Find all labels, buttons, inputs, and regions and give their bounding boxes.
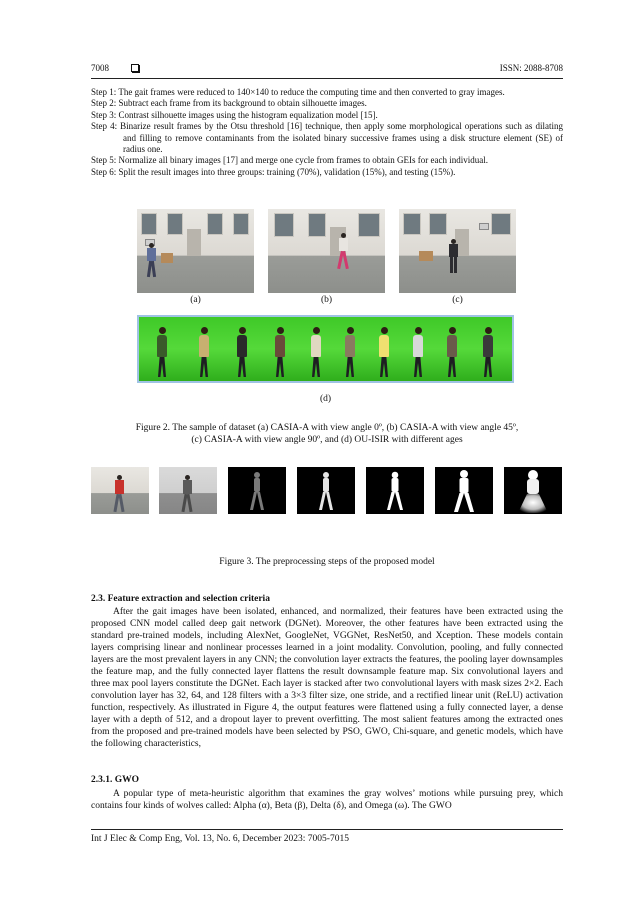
- page-header: [91, 63, 563, 75]
- figure3-caption: Figure 3. The preprocessing steps of the proposed model: [219, 557, 435, 567]
- step-5: Step 5: Normalize all binary images [17] and merge one cycle from frames to obtain GEIs for each individual.: [91, 155, 488, 166]
- figure3-step-gei: [504, 467, 562, 514]
- steps-list: [91, 87, 563, 178]
- figure2-photo-d: [137, 315, 514, 383]
- step-1: Step 1: The gait frames were reduced to 140×140 to reduce the computing time and then converted to gray images.: [91, 87, 505, 97]
- header-rule: [91, 78, 563, 79]
- figure3-step-equalized: [297, 467, 355, 514]
- figure2-label-a: (a): [190, 295, 201, 305]
- figure2-label-c: (c): [452, 295, 463, 305]
- figure3-step-binarized: [366, 467, 424, 514]
- figure2-caption: [91, 422, 563, 446]
- section-2-3-paragraph: After the gait images have been isolated, enhanced, and normalized, their features have been extracted using the proposed CNN model called deep gait network (DGNet). Moreover, the other features have been extracted using the standard pre-trained models, including AlexNet, GoogleNet, VGGNet, ResNet50, and Xception. These models contain layers comprising linear and nonlinear processes learned in a joint modality. Convolution, pooling, and fully connected layers are the most prevalent layers in any CNN; the convolution layer extracts the features, the pooling layer downsamples the feature map, and the fully connected layer flattens the result downsample feature map. Six convolutional layers and three max pool layers constitute the DGNet. Each layer is stacked after two convolutional layers with mask sizes 2×2. Each convolution layer has 32, 64, and 128 filters with a 3×3 filter size, one stride, and a rectified linear unit (ReLU) activation function, respectively. As illustrated in Figure 4, the output features were flattened using a fully connected layer, a dense layer with a depth of 512, and a dropout layer to prevent overfitting. The most salient features among the extracted ones from the proposed and pre-trained models have been selected by PSO, GWO, Chi-square, and genetic models, which have the following characteristics,: [91, 607, 563, 749]
- figure3-step-subtracted: [228, 467, 286, 514]
- page-footer: Int J Elec & Comp Eng, Vol. 13, No. 6, December 2023: 7005-7015: [91, 834, 349, 844]
- issn: ISSN: 2088-8708: [499, 63, 563, 73]
- figure2-caption-line2: (c) CASIA-A with view angle 90º, and (d) OU-ISIR with different ages: [191, 435, 463, 445]
- square-icon: [131, 64, 139, 72]
- section-2-3-1-paragraph: A popular type of meta-heuristic algorithm that examines the gray wolves’ motions while pursuing prey, which contains four kinds of wolves called: Alpha (α), Beta (β), Delta (δ), and Omega (ω). The GWO: [91, 789, 563, 811]
- figure3-step-gray: [159, 467, 217, 514]
- figure2-photo-c: [399, 209, 516, 293]
- page-number: 7008: [91, 63, 109, 73]
- section-2-3-1-heading: 2.3.1. GWO: [91, 775, 140, 785]
- step-2: Step 2: Subtract each frame from its background to obtain silhouette images.: [91, 98, 367, 109]
- figure3-step-normalized: [435, 467, 493, 514]
- section-2-3-heading: 2.3. Feature extraction and selection criteria: [91, 594, 270, 604]
- figure2-caption-line1: Figure 2. The sample of dataset (a) CASIA-A with view angle 0º, (b) CASIA-A with view angle 45º,: [135, 423, 519, 433]
- figure3-step-original: [91, 467, 149, 514]
- figure2-label-d: (d): [319, 394, 332, 404]
- step-3: Step 3: Contrast silhouette images using the histogram equalization model [15].: [91, 109, 378, 120]
- footer-rule: [91, 829, 563, 830]
- figure2-photo-b: [268, 209, 385, 293]
- figure2-label-b: (b): [320, 295, 333, 305]
- step-4: Step 4: Binarize result frames by the Otsu threshold [16] technique, then apply some morphological operations such as dilating and filling to remove contaminants from the isolated binary successive frames using a disk structure element (SE) of radius one.: [91, 121, 563, 155]
- figure2-photo-a: [137, 209, 254, 293]
- step-6: Step 6: Split the result images into three groups: training (70%), validation (15%), and testing (15%).: [91, 166, 456, 177]
